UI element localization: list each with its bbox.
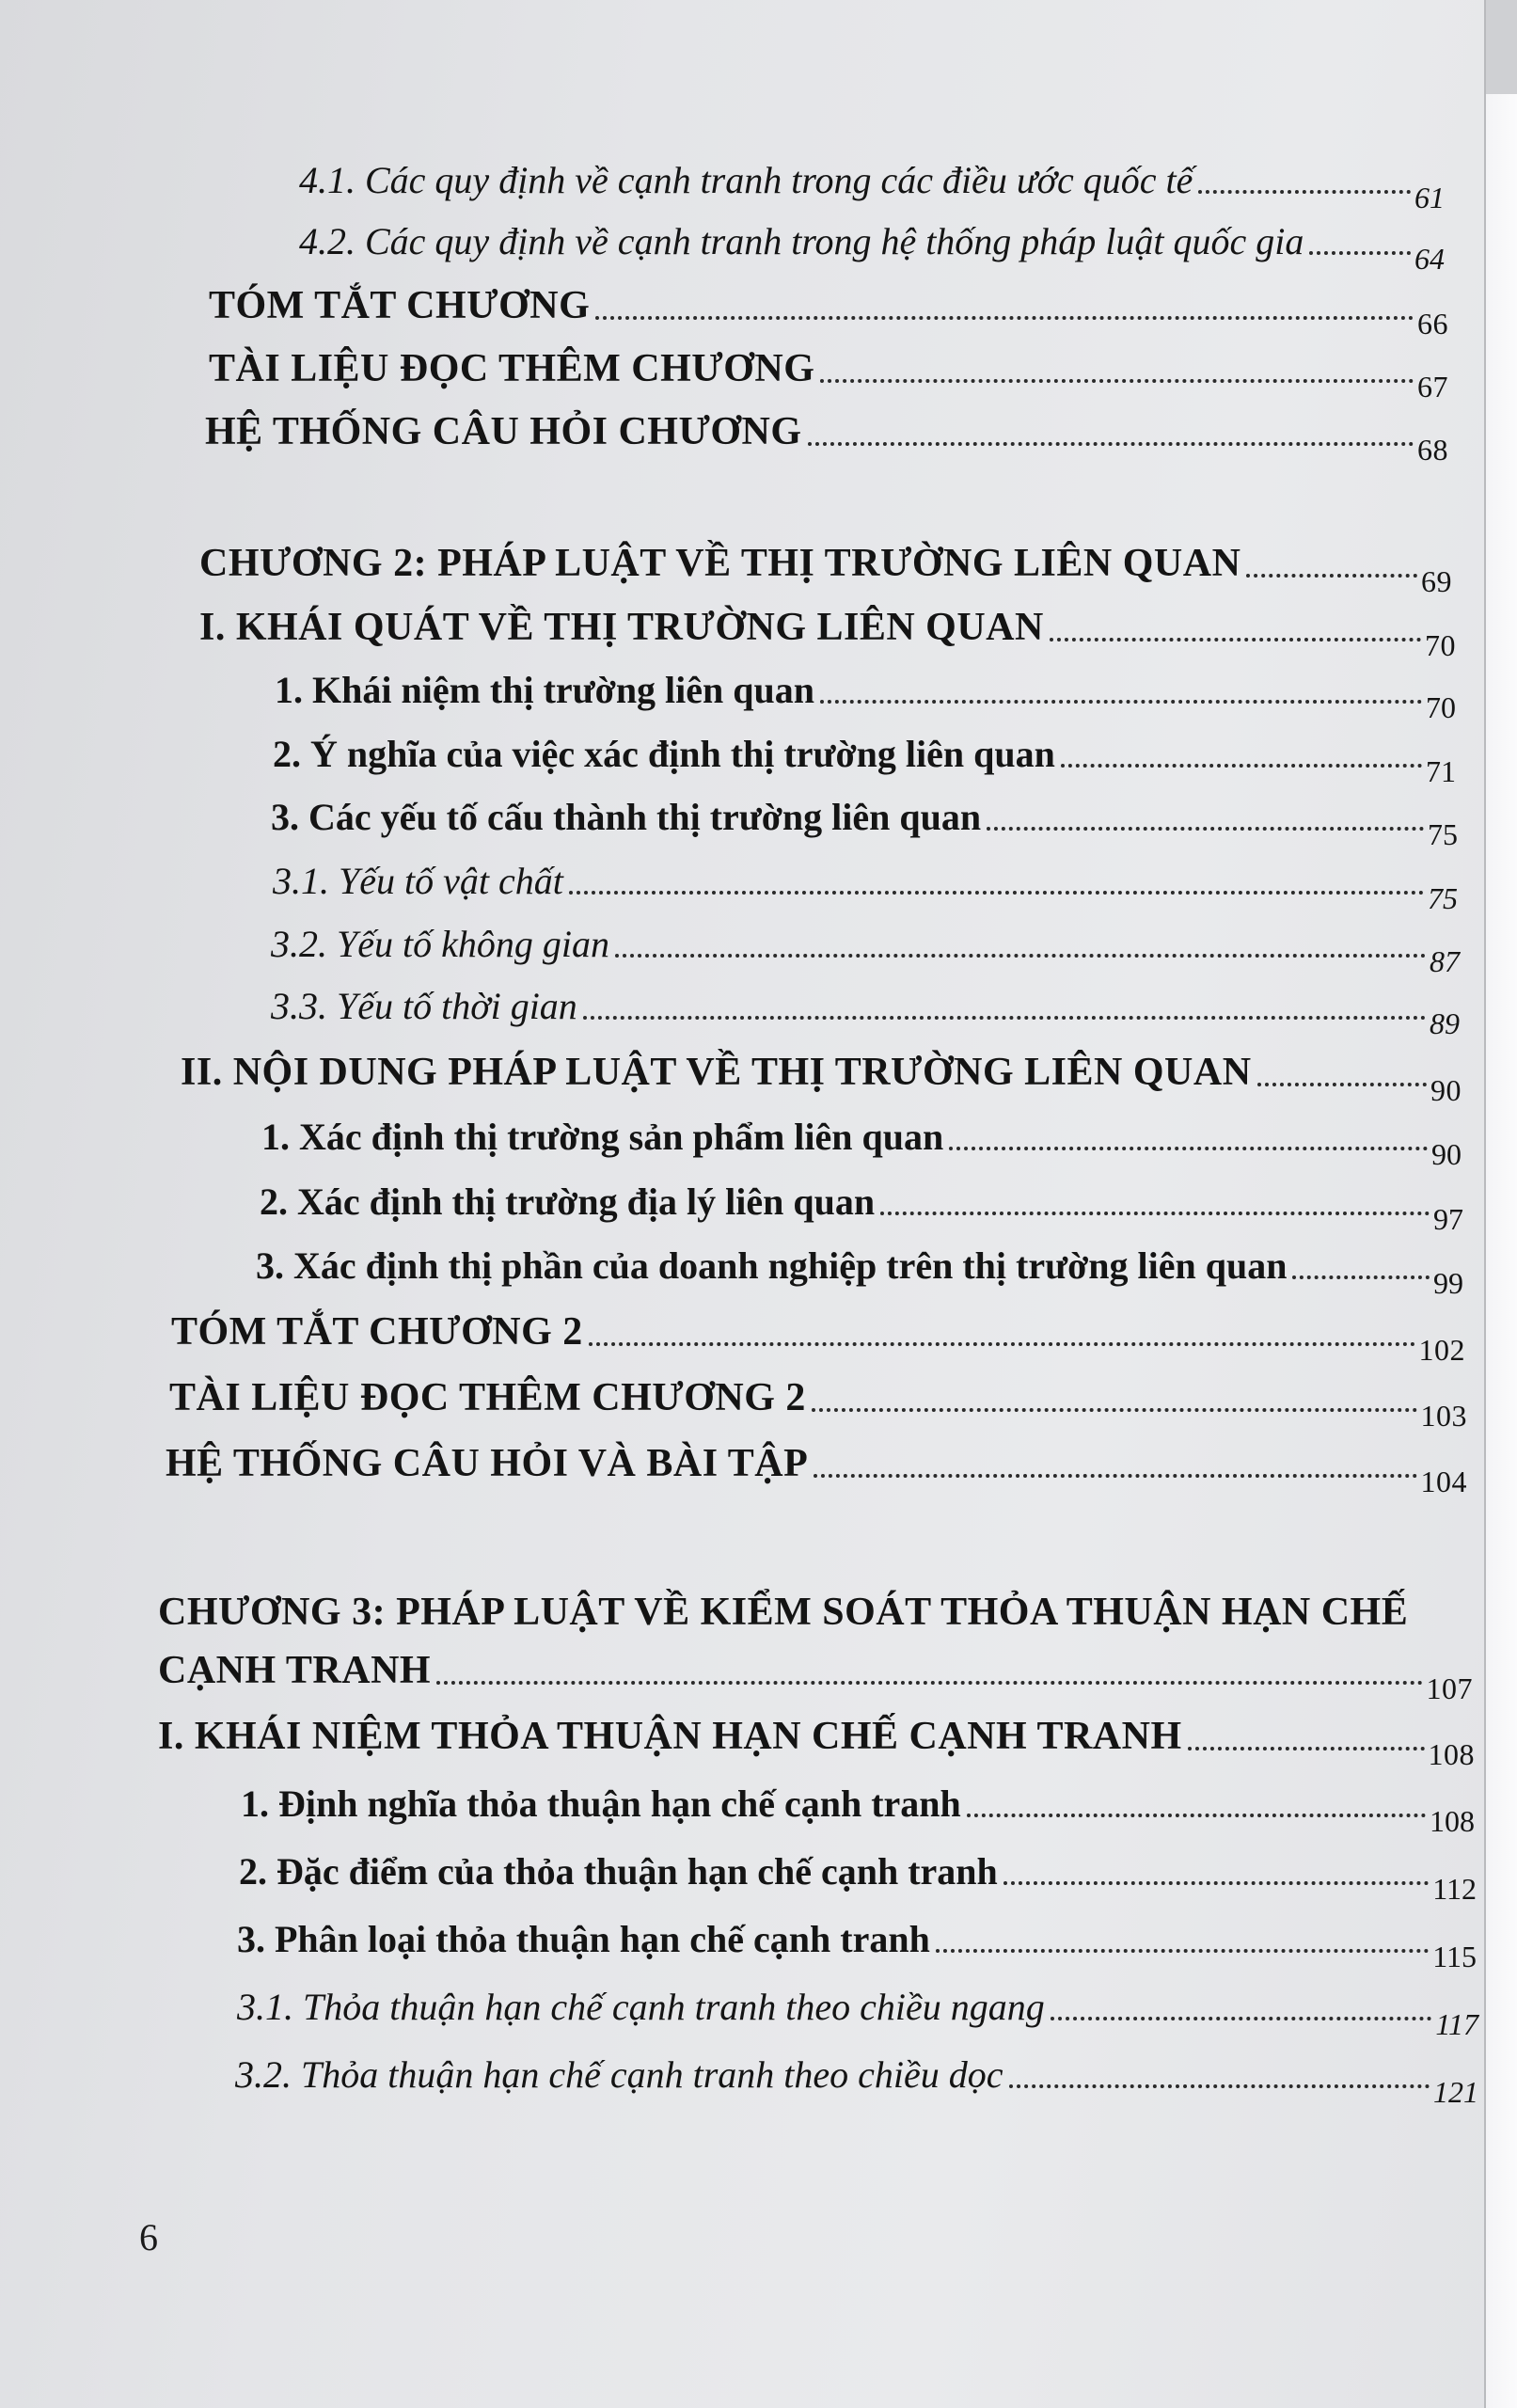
leader-dots (814, 1474, 1416, 1478)
toc-entry-label: 3. Xác định thị phần của doanh nghiệp trên thị trường liên quan (256, 1244, 1288, 1287)
toc-entry (239, 1849, 1477, 1906)
toc-entry-page: 115 (1432, 1940, 1477, 1973)
toc-entry-label: 3. Phân loại thỏa thuận hạn chế cạnh tranh (237, 1918, 930, 1960)
toc-entry-page: 107 (1426, 1671, 1473, 1705)
leader-dots (1309, 251, 1411, 255)
toc-entry (199, 541, 1452, 598)
toc-entry (171, 1309, 1465, 1367)
toc-entry-label: TÀI LIỆU ĐỌC THÊM CHƯƠNG (209, 347, 815, 390)
toc-entry-label: 1. Định nghĩa thỏa thuận hạn chế cạnh tranh (241, 1782, 961, 1825)
toc-entry-label: 3.3. Yếu tố thời gian (271, 985, 577, 1027)
toc-entry-page: 87 (1430, 944, 1460, 978)
toc-entry-page: 121 (1433, 2075, 1478, 2109)
leader-dots (595, 316, 1414, 320)
toc-entry-page: 90 (1430, 1073, 1462, 1107)
leader-dots (589, 1342, 1415, 1346)
toc-entry (166, 1441, 1467, 1498)
toc-entry-label: 3.2. Yếu tố không gian (271, 923, 609, 965)
toc-entry (205, 409, 1448, 467)
toc-entry-page: 108 (1430, 1804, 1475, 1838)
toc-entry-page: 90 (1431, 1137, 1462, 1171)
leader-dots (1292, 1275, 1430, 1279)
toc-entry (271, 984, 1460, 1040)
toc-entry (273, 732, 1456, 788)
leader-dots (569, 891, 1424, 895)
toc-entry-label: 3. Các yếu tố cấu thành thị trường liên quan (271, 796, 982, 838)
toc-entry (261, 1115, 1462, 1171)
toc-entry (273, 859, 1458, 915)
leader-dots (808, 442, 1414, 446)
toc-entry-label: 2. Ý nghĩa của việc xác định thị trường liên quan (273, 733, 1055, 775)
toc-entry-label: CHƯƠNG 2: PHÁP LUẬT VỀ THỊ TRƯỜNG LIÊN QUAN (199, 542, 1241, 585)
leader-dots (583, 1016, 1426, 1020)
toc-entry (256, 1244, 1463, 1300)
leader-dots (1009, 2084, 1430, 2088)
leader-dots (1188, 1747, 1425, 1751)
toc-entry-label: 2. Xác định thị trường địa lý liên quan (260, 1180, 876, 1223)
chapter-3-title: CHƯƠNG 3: PHÁP LUẬT VỀ KIỂM SOÁT THỎA THUẬN HẠN CHẾ (158, 1591, 1409, 1634)
toc-entry-page: 67 (1417, 370, 1448, 404)
toc-entry-label: II. NỘI DUNG PHÁP LUẬT VỀ THỊ TRƯỜNG LIÊN QUAN (181, 1051, 1252, 1094)
toc-entry-label: 4.2. Các quy định về cạnh tranh trong hệ thống pháp luật quốc gia (299, 220, 1304, 262)
toc-entry (199, 605, 1456, 662)
leader-dots (812, 1408, 1417, 1412)
toc-entry-page: 64 (1414, 242, 1445, 276)
toc-entry (235, 2052, 1478, 2109)
toc-entry-label: 3.2. Thỏa thuận hạn chế cạnh tranh theo chiều dọc (235, 2053, 1003, 2096)
toc-entry-page: 108 (1428, 1737, 1475, 1771)
toc-entry (158, 1648, 1473, 1705)
toc-entry-label: I. KHÁI NIỆM THỎA THUẬN HẠN CHẾ CẠNH TRANH (158, 1715, 1182, 1758)
leader-dots (1003, 1881, 1429, 1885)
toc-entry-label: 1. Xác định thị trường sản phẩm liên quan (261, 1116, 944, 1158)
toc-entry-page: 112 (1432, 1872, 1477, 1906)
leader-dots (949, 1147, 1428, 1150)
toc-entry (271, 922, 1460, 978)
leader-dots (1257, 1083, 1427, 1086)
toc-entry-label: 3.1. Yếu tố vật chất (273, 860, 563, 902)
leader-dots (1198, 190, 1411, 194)
toc-entry-label: 1. Khái niệm thị trường liên quan (275, 669, 815, 711)
toc-entry-label: HỆ THỐNG CÂU HỎI CHƯƠNG (205, 410, 802, 453)
toc-entry-page: 70 (1426, 690, 1456, 724)
toc-entry (241, 1782, 1475, 1838)
toc-entry-page: 117 (1435, 2007, 1478, 2041)
toc-entry (271, 795, 1458, 851)
leader-dots (987, 827, 1424, 831)
toc-entry (299, 158, 1445, 214)
toc-entry-page: 75 (1428, 881, 1458, 915)
leader-dots (936, 1949, 1429, 1953)
toc-entry (209, 346, 1448, 404)
leader-dots (820, 379, 1414, 383)
toc-entry-page: 89 (1430, 1006, 1460, 1040)
leader-dots (820, 700, 1422, 704)
leader-dots (1050, 638, 1421, 642)
toc-entry (237, 1917, 1477, 1973)
leader-dots (1051, 2017, 1432, 2020)
toc-entry (158, 1714, 1475, 1771)
page-edge (1486, 94, 1517, 2408)
toc-entry (260, 1180, 1463, 1236)
toc-entry (209, 283, 1448, 341)
toc-entry-page: 75 (1428, 817, 1458, 851)
toc-entry (181, 1050, 1462, 1107)
toc-entry-label: I. KHÁI QUÁT VỀ THỊ TRƯỜNG LIÊN QUAN (199, 606, 1044, 649)
leader-dots (1246, 574, 1417, 578)
toc-entry-page: 68 (1417, 433, 1448, 467)
toc-entry (275, 668, 1456, 724)
toc-entry-label: 4.1. Các quy định về cạnh tranh trong các điều ước quốc tế (299, 159, 1193, 201)
toc-entry-label: HỆ THỐNG CÂU HỎI VÀ BÀI TẬP (166, 1442, 809, 1485)
toc-entry-label: TÓM TẮT CHƯƠNG (209, 284, 591, 327)
leader-dots (436, 1681, 1422, 1685)
toc-entry-page: 104 (1420, 1465, 1467, 1498)
toc-entry-page: 70 (1425, 628, 1456, 662)
toc-entry-page: 69 (1421, 564, 1452, 598)
toc-entry-label: CẠNH TRANH (158, 1649, 432, 1692)
toc-entry-label: TÀI LIỆU ĐỌC THÊM CHƯƠNG 2 (169, 1376, 806, 1419)
toc-entry-page: 66 (1417, 307, 1448, 341)
toc-entry-label: 3.1. Thỏa thuận hạn chế cạnh tranh theo chiều ngang (237, 1986, 1045, 2028)
leader-dots (967, 1814, 1426, 1817)
toc-entry-page: 71 (1426, 754, 1456, 788)
toc-entry (299, 219, 1445, 276)
toc-entry (237, 1985, 1478, 2041)
toc-entry-page: 102 (1418, 1333, 1465, 1367)
toc-entry-page: 97 (1433, 1202, 1463, 1236)
toc-entry-page: 99 (1433, 1266, 1463, 1300)
toc-entry-page: 61 (1414, 181, 1445, 214)
toc-entry-label: TÓM TẮT CHƯƠNG 2 (171, 1310, 583, 1354)
leader-dots (1061, 764, 1422, 768)
toc-entry (169, 1375, 1467, 1433)
toc-entry-page: 103 (1420, 1399, 1467, 1433)
page-number: 6 (139, 2216, 158, 2258)
toc-entry-label: 2. Đặc điểm của thỏa thuận hạn chế cạnh tranh (239, 1850, 998, 1893)
leader-dots (880, 1212, 1430, 1215)
leader-dots (615, 954, 1426, 958)
